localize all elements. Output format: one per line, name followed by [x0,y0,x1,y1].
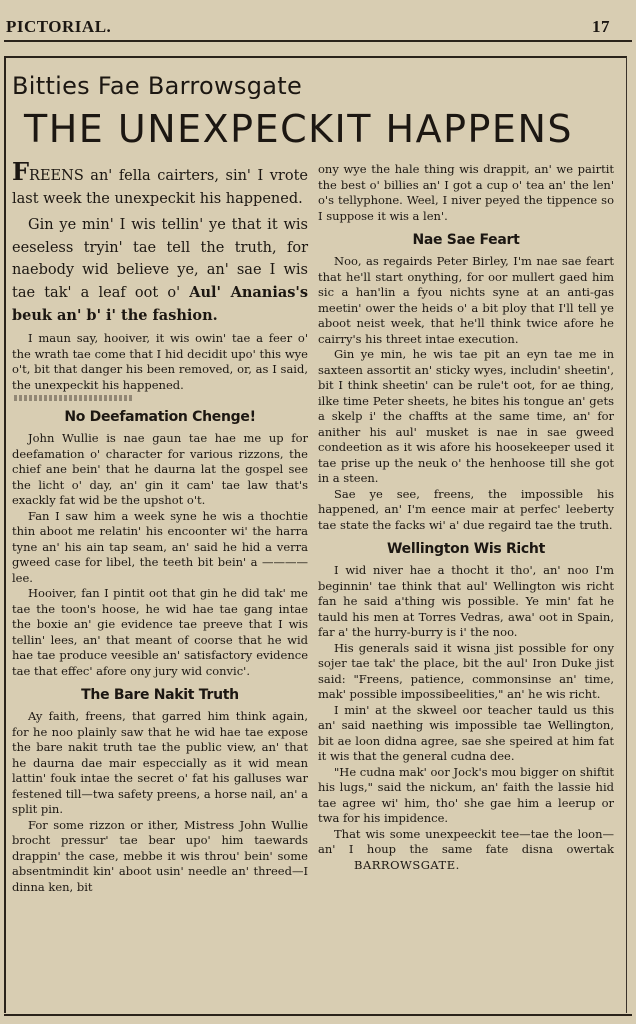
intro2-text: Gin ye min' I wis tellin' ye that it wis eeseless tryin' tae tell the truth, for naebody wid believe ye, an' sae I wis tae tak' a leaf oot o' [12,217,308,301]
body-paragraph: I maun say, hooiver, it wis owin' tae a feer o' the wrath tae come that I hid decidit upo' this wye o't, bit that danger his been removed, or, as I said, the unexpeckit his happened. [12,331,308,392]
body-paragraph: Sae ye see, freens, the impossible his happened, an' I'm eence mair at perfec' leeberty tae state the facks wi' a' due regaird tae the truth. [318,486,614,532]
body-paragraph: "He cudna mak' oor Jock's mou bigger on shiftit his lugs," said the nickum, an' faith the lassie hid tae agree wi' him, tho' she gae him a leerup or twa for his impidence. [318,764,614,825]
page-number: 17 [592,17,610,36]
closing-text: That wis some unexpeeckit tee—tae the loon—an' I houp the same fate disna owertak [318,826,614,856]
section-name: PICTORIAL. [6,17,112,36]
intro-paragraph-2 [12,214,308,327]
article-headline: THE UNEXPECKIT HAPPENS [24,107,573,151]
closing-paragraph [318,827,614,874]
body-paragraph: Gin ye min, he wis tae pit an eyn tae me in saxteen assortit an' sticky wyes, includin' sheetin', bit I think sheetin' can be rule't oot, for ae thing, ilke time Peter sheets, he bites his tongue an' gets a skelp i' the chaffts at the same time, an' for anither his aul' musket is nae in sae gweed condeetion as it wis afore his hoosekeeper used it tae prise up the neuk o' the henhoose till she got in a steen. [318,347,614,485]
signature: BARROWSGATE. [354,857,460,872]
intro-text: REENS an' fella cairters, sin' I vrote last week the unexpeckit his happened. [12,168,308,207]
body-paragraph: John Wullie is nae gaun tae hae me up for deefamation o' character for various rizzons, the chief ane bein' that he daurna lat the gospel see the licht o' day, an' gin it cam' tae law that's exackly fat wid be the upshot o't. [12,431,308,508]
body-paragraph: For some rizzon or ither, Mistress John Wullie brocht pressur' tae bear upo' him taewards drappin' the case, mebbe it wis throu' bein' some absentmindit kin' aboot usin' needle an' threed—I dinna ken, bit [12,817,308,894]
body-paragraph: I wid niver hae a thocht it tho', an' noo I'm beginnin' tae think that aul' Wellington wis richt fan he said a'thing wis possible. Ye min' fat he tauld his men at Torres Vedras, awa' oot in Spain, far a' the hurry-burry is i' the noo. [318,563,614,639]
body-paragraph: His generals said it wisna jist possible for ony sojer tae tak' the place, bit the aul' Iron Duke jist said: "Freens, patience, commonsinse an' time, mak' possible impossibeelities," an' he wis richt. [318,640,614,701]
body-paragraph: Noo, as regairds Peter Birley, I'm nae sae feart that he'll start onything, for oor mullert gaed him sic a han'lin a fyou nichts syne at an anti-gas meetin' ower the heids o' a bit ploy that I'll tell ye aboot neist week, that he'll think twice afore he cairry's his threet intae execution. [318,254,614,346]
body-paragraph: Ay faith, freens, that garred him think again, for he noo plainly saw that he wid hae tae expose the bare nakit truth tae the public view, an' that he daurna dae mair especcially as it wid mean lattin' fouk intae the secret o' fat his galluses war festened till—twa safety preens, a horse nail, an' a split pin. [12,709,308,817]
body-paragraph: I min' at the skweel oor teacher tauld us this an' said naething wis impossible tae Wellington, bit ae loon didna agree, sae she speired at him fat it wis that the general cudna dee. [318,702,614,763]
body-paragraph: Fan I saw him a week syne he wis a thochtie thin aboot me relatin' his encoonter wi' the harra tyne an' his ain tap seam, an' said he hid a verra gweed case for libel, the teeth bit bein' a ———— lee. [12,508,308,585]
subheading: No Deefamation Chenge! [64,409,256,426]
subheading: Nae Sae Feart [412,232,520,248]
running-head [6,17,610,37]
subheading: The Bare Nakit Truth [81,687,239,704]
series-title: Bitties Fae Barrowsgate [12,72,303,100]
intro-paragraph [12,157,308,210]
header-rule [4,40,632,42]
body-paragraph: Hooiver, fan I pintit oot that gin he did tak' me tae the toon's hoose, he wid hae tae gang intae the boxie an' gie evidence tae preeve that I wis tellin' lees, an' that meant of coorse that he wid hae tae produce veesible an' satisfactory evidence tae that effec' afore ony jury wid convic'. [12,586,308,678]
intro2-bold: Aul' Ananias's beuk an' b' i' the fashion. [12,283,308,324]
body-paragraph: ony wye the hale thing wis drappit, an' we pairtit the best o' billies an' I got a cup o' tea an' the len' o's tellyphone. Weel, I niver peyed the tippence so I suppose it wis a len'. [318,162,614,223]
footer-rule [4,1014,632,1016]
print-smudge [14,395,134,401]
right-column [318,162,614,873]
subheading: Wellington Wis Richt [387,541,545,557]
drop-cap: F [12,157,30,186]
left-column [12,157,308,895]
